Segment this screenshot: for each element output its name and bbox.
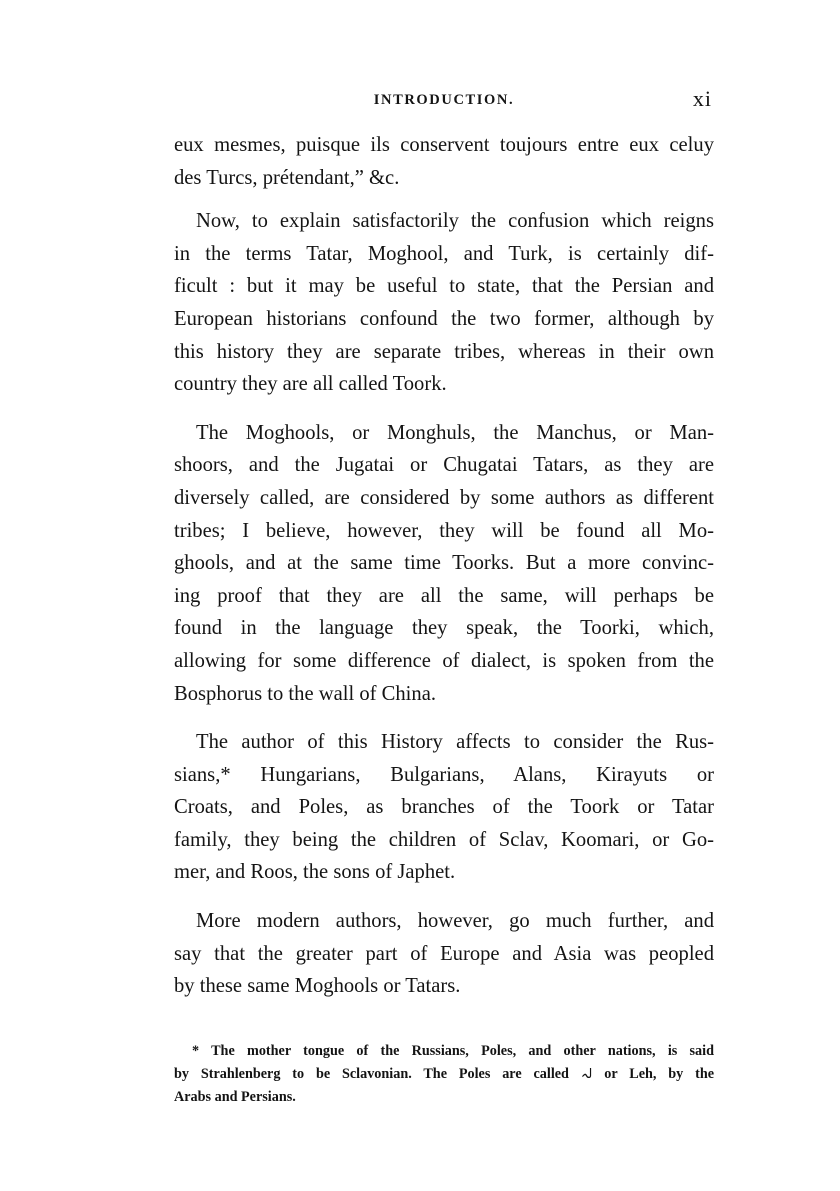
text-line: Bosphorus to the wall of China. [174,682,436,705]
text-line: tribes; I believe, however, they will be found all Mo- [174,519,714,542]
arabic-word: لہ [580,1066,593,1082]
running-title: INTRODUCTION. [373,92,515,108]
page-number: xi [692,86,712,111]
text-line: diversely called, are considered by some authors as different [174,486,714,509]
text-line: des Turcs, prétendant,” &c. [174,166,400,189]
text-line: ghools, and at the same time Toorks. But a more convinc- [174,552,714,575]
text-line: sians,* Hungarians, Bulgarians, Alans, Kirayuts or [174,763,714,786]
text-line: More modern authors, however, go much further, and [196,910,714,933]
text-line: shoors, and the Jugatai or Chugatai Tatars, as they are [174,454,714,477]
footnote-text: or Leh, by the [604,1065,715,1082]
text-line: by these same Moghools or Tatars. [174,975,461,998]
text-line: family, they being the children of Sclav, Koomari, or Go- [174,828,714,851]
text-line: country they are all called Toork. [174,373,447,396]
paragraph-2 [174,205,714,401]
footnote-line [174,1063,714,1087]
paragraph-3 [174,417,714,710]
text-line: ing proof that they are all the same, will perhaps be [174,584,714,607]
text-line: this history they are separate tribes, whereas in their own [174,340,714,363]
text-line: Croats, and Poles, as branches of the Toork or Tatar [174,796,714,819]
body-text [174,129,714,1003]
text-line: eux mesmes, puisque ils conservent toujours entre eux celuy [174,134,714,156]
paragraph-5 [174,905,714,1003]
text-line: mer, and Roos, the sons of Japhet. [174,861,456,884]
text-line: say that the greater part of Europe and Asia was peopled [174,942,714,965]
text-line: The author of this History affects to consider the Rus- [196,731,714,754]
footnote [174,1040,714,1109]
text-line: in the terms Tatar, Moghool, and Turk, is certainly dif- [174,242,714,265]
footnote-line: Arabs and Persians. [174,1089,296,1105]
text-line: ficult : but it may be useful to state, that the Persian and [174,275,714,298]
footnote-line: * The mother tongue of the Russians, Poles, and other nations, is said [192,1043,714,1059]
paragraph-4 [174,726,714,889]
text-line: The Moghools, or Monghuls, the Manchus, or Man- [196,421,714,444]
paragraph-1 [174,129,714,194]
running-head [174,86,714,116]
text-line: allowing for some difference of dialect, is spoken from the [174,649,714,672]
footnote-text: by Strahlenberg to be Sclavonian. The Poles are called [174,1065,569,1082]
text-line: European historians confound the two former, although by [174,307,714,330]
text-line: found in the language they speak, the Toorki, which, [174,617,714,640]
text-line: Now, to explain satisfactorily the confusion which reigns [196,210,714,233]
